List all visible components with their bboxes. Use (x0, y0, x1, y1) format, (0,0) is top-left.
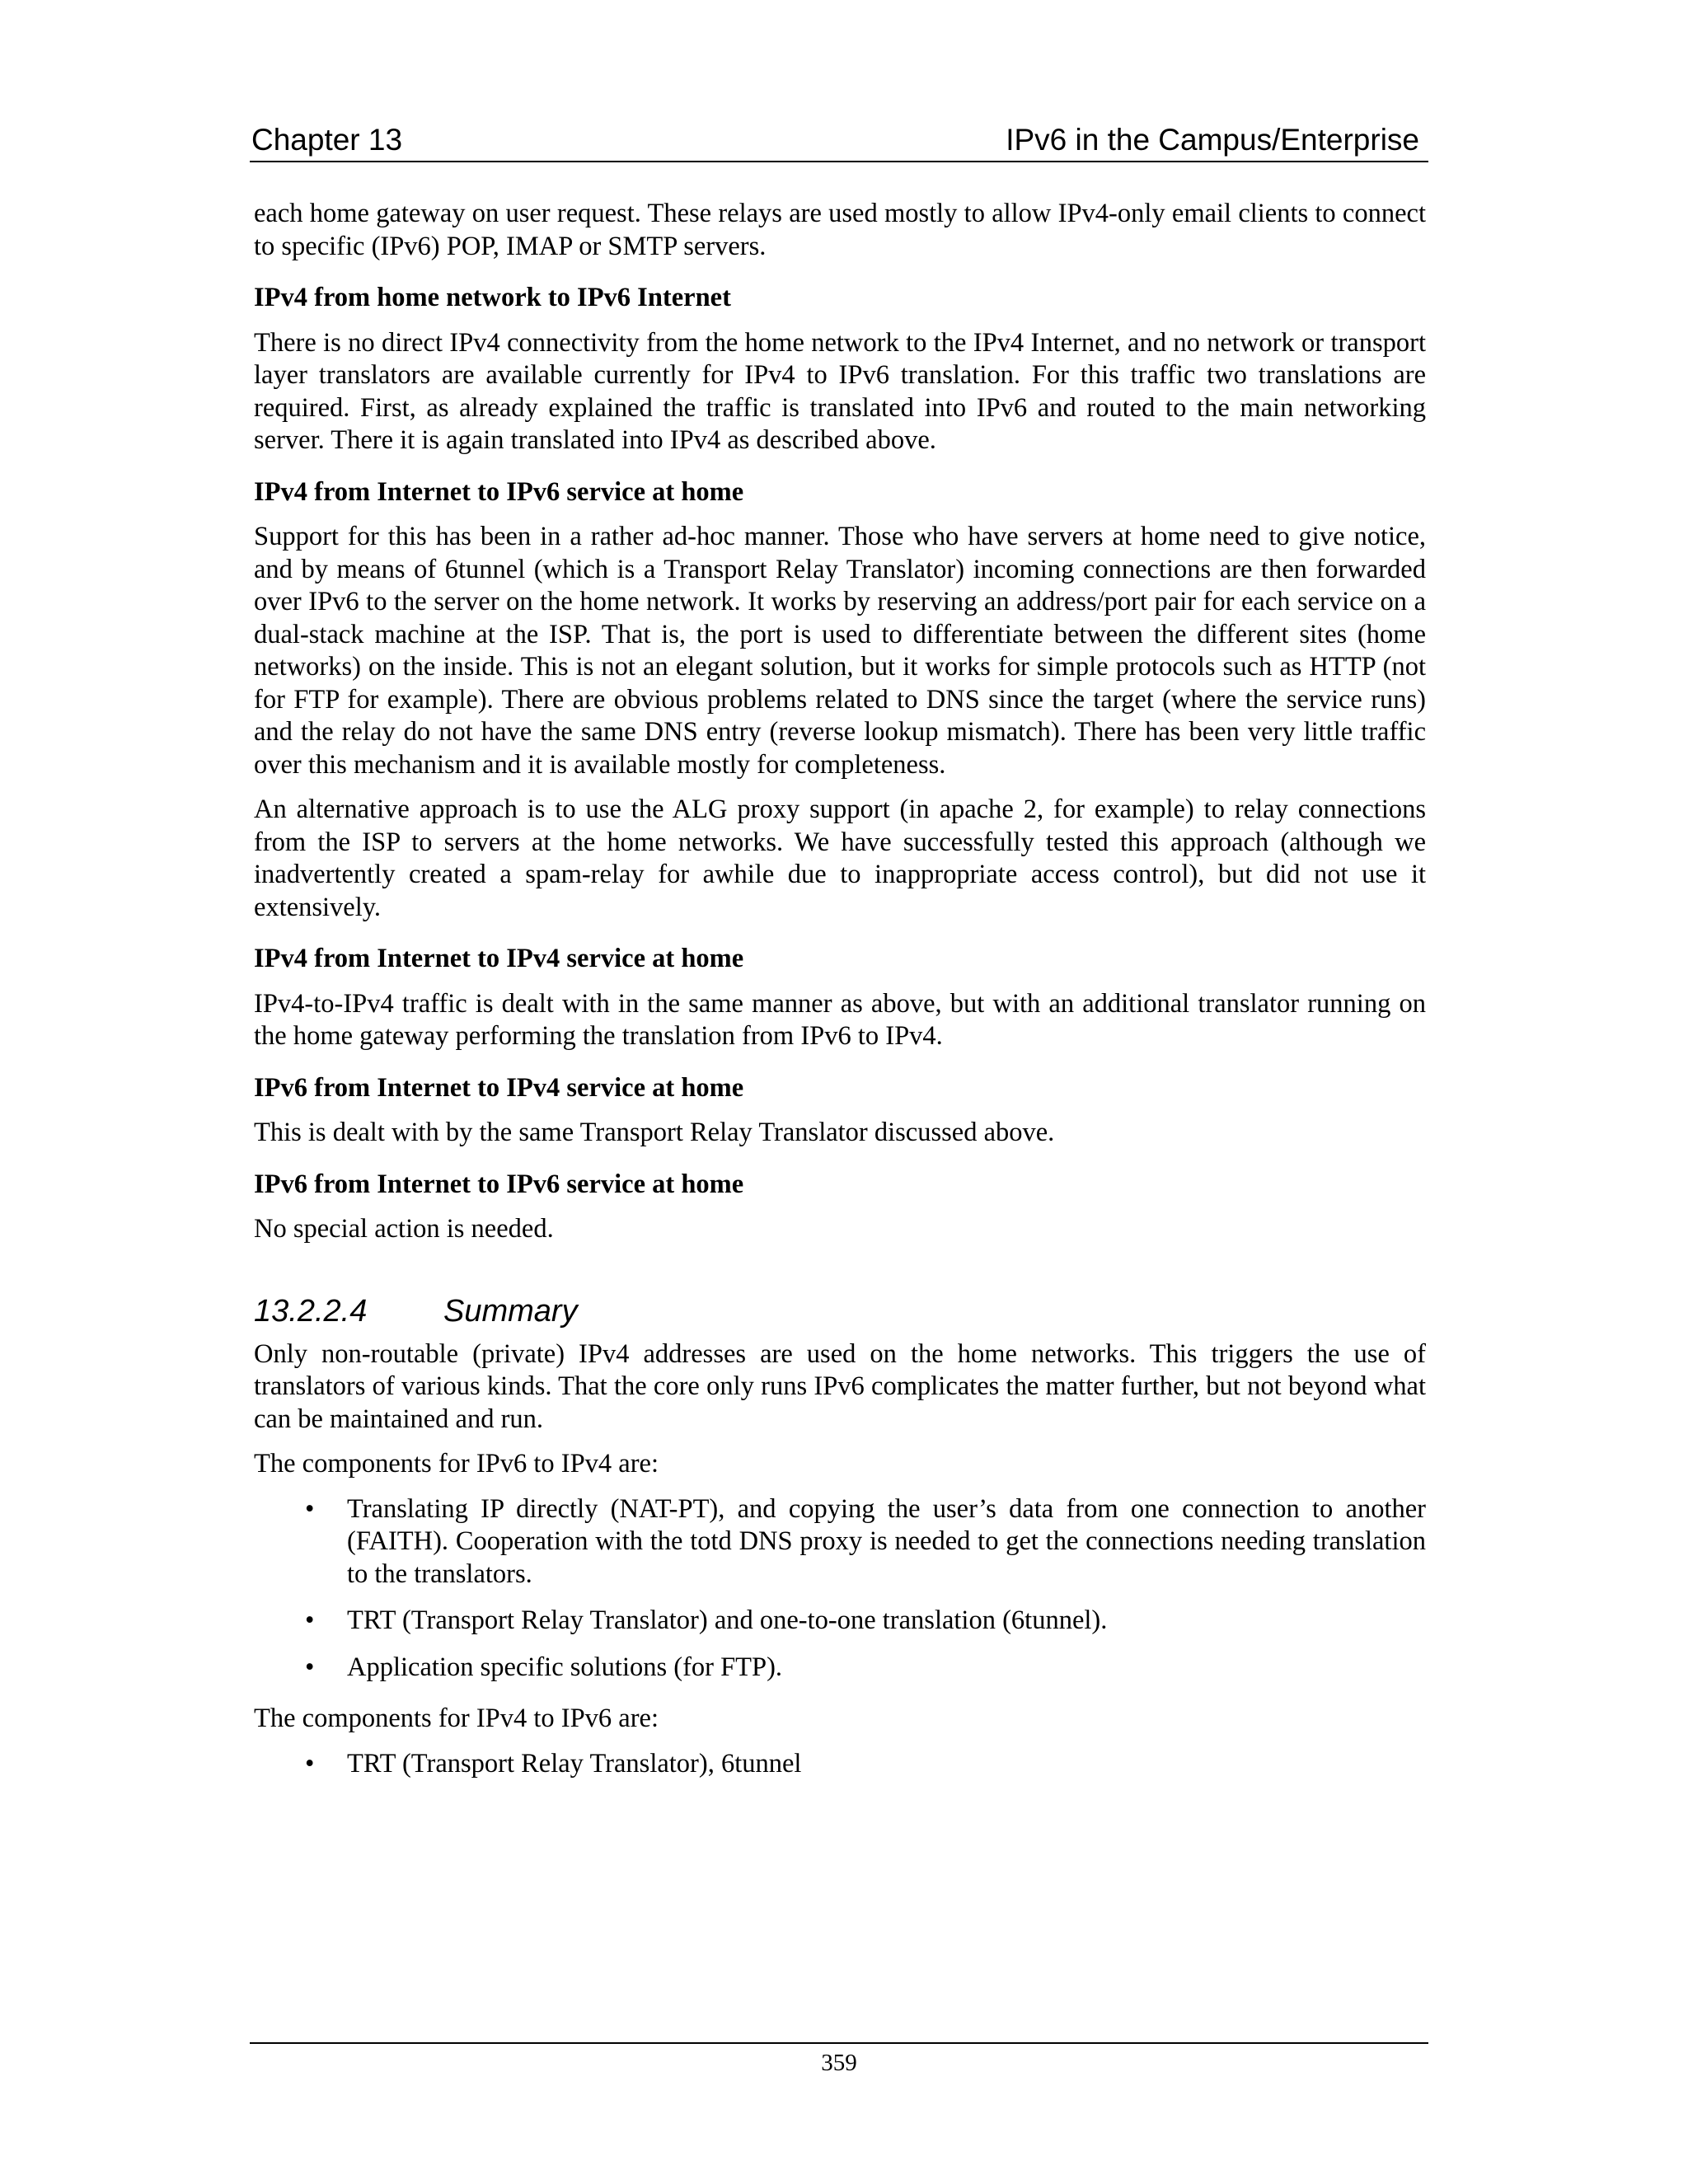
bullet-icon: • (305, 1652, 315, 1682)
paragraph: No special action is needed. (254, 1214, 554, 1244)
section-heading: IPv4 from home network to IPv6 Internet (254, 283, 731, 312)
paragraph: Support for this has been in a rather ad-hoc manner. Those who have servers at home need to give notice, and by means of 6tunnel (which is a Transport Relay Translator) incoming connections are then forwarded over IPv6 to the server on the home network. It works by reserving an address/port pair for each service on a dual-stack machine at the ISP. That is, the port is used to differentiate between the different sites (home networks) on the inside. This is not an elegant solution, but it works for simple protocols such as HTTP (not for FTP for example). There are obvious problems related to DNS since the target (where the service runs) and the relay do not have the same DNS entry (reverse lookup mismatch). There has been very little traffic over this mechanism and it is available mostly for completeness. (254, 522, 1426, 780)
chapter-title: IPv6 in the Campus/Enterprise (1006, 123, 1419, 157)
page-body (254, 198, 1426, 1799)
chapter-label: Chapter 13 (251, 123, 403, 157)
paragraph: This is dealt with by the same Transport Relay Translator discussed above. (254, 1118, 1055, 1147)
list-item-text: TRT (Transport Relay Translator) and one-to-one translation (6tunnel). (347, 1605, 1108, 1635)
intro-paragraph: each home gateway on user request. These relays are used mostly to allow IPv4-only email clients to connect to specific (IPv6) POP, IMAP or SMTP servers. (254, 199, 1426, 261)
summary-heading (254, 1292, 1426, 1330)
section-heading: IPv4 from Internet to IPv4 service at home (254, 944, 744, 973)
page-number: 359 (821, 2050, 857, 2076)
list-item-text: Application specific solutions (for FTP). (347, 1652, 783, 1682)
paragraph: There is no direct IPv4 connectivity from the home network to the IPv4 Internet, and no network or transport layer translators are available currently for IPv4 to IPv6 translation. For this traffic two translations are required. First, as already explained the traffic is translated into IPv6 and routed to the main networking server. There it is again translated into IPv4 as described above. (254, 327, 1426, 455)
list-item (254, 1605, 1426, 1638)
list-intro: The components for IPv4 to IPv6 are: (254, 1704, 659, 1733)
paragraph: IPv4-to-IPv4 traffic is dealt with in the same manner as above, but with an additional translator running on the home gateway performing the translation from IPv6 to IPv4. (254, 988, 1426, 1051)
list-item (254, 1748, 1426, 1781)
bullet-list (254, 1748, 1426, 1781)
section-heading: IPv6 from Internet to IPv4 service at home (254, 1072, 744, 1103)
list-item (254, 1652, 1426, 1685)
list-item-text: Translating IP directly (NAT-PT), and copying the user’s data from one connection to another (FAITH). Cooperation with the totd DNS proxy is needed to get the connections needing translation to the translators. (347, 1493, 1426, 1589)
bullet-list (254, 1493, 1426, 1685)
list-intro: The components for IPv6 to IPv4 are: (254, 1449, 659, 1479)
list-item (254, 1493, 1426, 1591)
paragraph: Only non-routable (private) IPv4 addresses are used on the home networks. This triggers the use of translators of various kinds. That the core only runs IPv6 complicates the matter further, but not beyond what can be maintained and run. (254, 1338, 1426, 1434)
page-header (251, 122, 1419, 158)
paragraph: An alternative approach is to use the ALG proxy support (in apache 2, for example) to relay connections from the ISP to servers at the home networks. We have successfully tested this approach (although we inadvertently created a spam-relay for awhile due to inappropriate access control), but did not use it extensively. (254, 794, 1426, 922)
summary-section-number: 13.2.2.4 (254, 1293, 368, 1329)
bullet-icon: • (305, 1748, 315, 1779)
footer-rule (250, 2042, 1428, 2044)
section-heading: IPv4 from Internet to IPv6 service at home (254, 476, 744, 507)
bullet-icon: • (305, 1493, 315, 1524)
summary-section-title: Summary (443, 1293, 578, 1329)
section-heading: IPv6 from Internet to IPv6 service at home (254, 1169, 744, 1199)
list-item-text: TRT (Transport Relay Translator), 6tunnel (347, 1748, 802, 1779)
header-rule (250, 161, 1428, 162)
bullet-icon: • (305, 1605, 315, 1635)
